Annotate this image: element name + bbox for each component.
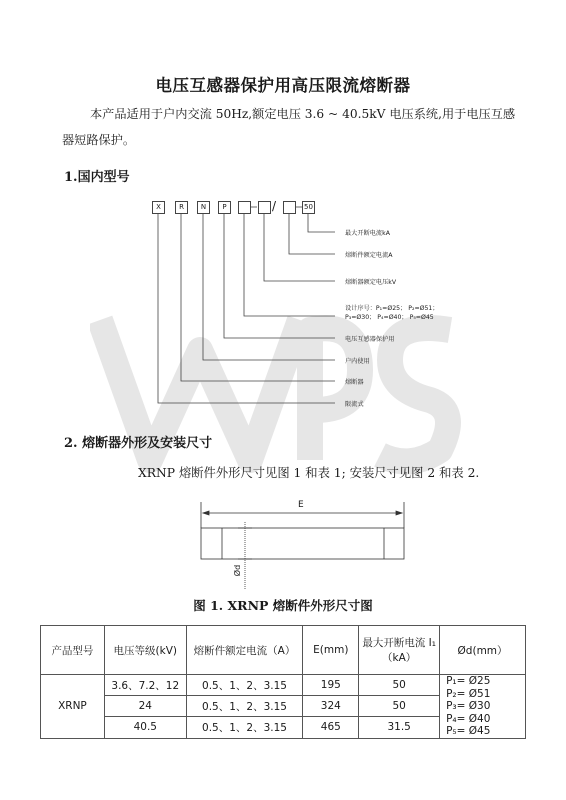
label-vt-protection: 电压互感器保护用 xyxy=(345,336,395,343)
code-box-x: X xyxy=(152,201,165,214)
model-cell: XRNP xyxy=(41,675,105,739)
header-voltage: 电压等级(kV) xyxy=(104,626,186,675)
breaking-cell: 50 xyxy=(359,696,440,717)
code-box-r: R xyxy=(175,201,188,214)
figure-1-caption: 图 1. XRNP 熔断件外形尺寸图 xyxy=(193,598,373,613)
voltage-cell: 40.5 xyxy=(104,717,186,738)
voltage-cell: 3.6、7.2、12 xyxy=(104,675,186,696)
section-1-heading: 1.国内型号 xyxy=(64,170,130,185)
diameter-p1: P₁= Ø25 xyxy=(446,675,491,687)
label-max-breaking-current: 最大开断电流kA xyxy=(345,230,390,237)
diameter-p4: P₄= Ø40 xyxy=(446,712,491,725)
table-header-row xyxy=(41,626,526,675)
section-2-heading: 2. 熔断器外形及安装尺寸 xyxy=(64,436,213,451)
label-rated-current: 熔断件额定电流A xyxy=(345,252,393,259)
intro-paragraph: 本产品适用于户内交流 50Hz,额定电压 3.6 ~ 40.5kV 电压系统,用于电压互感器短路保护。 xyxy=(62,107,516,147)
header-diameter: Ød(mm） xyxy=(440,626,526,675)
section-2-text: XRNP 熔断件外形尺寸见图 1 和表 1; 安装尺寸见图 2 和表 2. xyxy=(138,466,480,480)
label-rated-voltage: 熔断器额定电压kV xyxy=(345,279,397,286)
current-cell: 0.5、1、2、3.15 xyxy=(186,696,303,717)
current-cell: 0.5、1、2、3.15 xyxy=(186,717,303,738)
diameter-p3: P₃= Ø30 xyxy=(446,700,491,712)
diameter-p5: P₅= Ø45 xyxy=(446,725,491,737)
label-fuse: 熔断器 xyxy=(345,379,364,386)
header-breaking-current: 最大开断电流 I₁（kA） xyxy=(359,626,440,675)
dimension-d-label: Ød xyxy=(233,564,243,577)
label-indoor: 户内使用 xyxy=(345,358,370,365)
table-row xyxy=(41,675,526,696)
code-box-p: P xyxy=(218,201,231,214)
label-design-serial: 设计序号：P₁=Ø25； P₂=Ø51； xyxy=(345,305,439,312)
label-current-limiting: 限流式 xyxy=(345,401,364,408)
diameter-cell xyxy=(440,675,526,739)
code-box-n: N xyxy=(197,201,210,214)
code-box-50: 50 xyxy=(302,201,315,214)
diameter-p2: P₂= Ø51 xyxy=(446,687,491,700)
header-model: 产品型号 xyxy=(41,626,105,675)
header-e: E(mm) xyxy=(303,626,359,675)
breaking-cell: 50 xyxy=(359,675,440,696)
e-cell: 324 xyxy=(303,696,359,717)
page-title: 电压互感器保护用高压限流熔断器 xyxy=(155,76,411,95)
e-cell: 465 xyxy=(303,717,359,738)
header-rated-current: 熔断件额定电流（A） xyxy=(186,626,303,675)
spec-table xyxy=(40,625,526,739)
current-cell: 0.5、1、2、3.15 xyxy=(186,675,303,696)
dimension-e-label: E xyxy=(298,500,304,510)
breaking-cell: 31.5 xyxy=(359,717,440,738)
label-design-serial-2: P₃=Ø30； P₄=Ø40； P₅=Ø45 xyxy=(345,314,434,321)
e-cell: 195 xyxy=(303,675,359,696)
voltage-cell: 24 xyxy=(104,696,186,717)
code-slash: / xyxy=(272,199,277,213)
